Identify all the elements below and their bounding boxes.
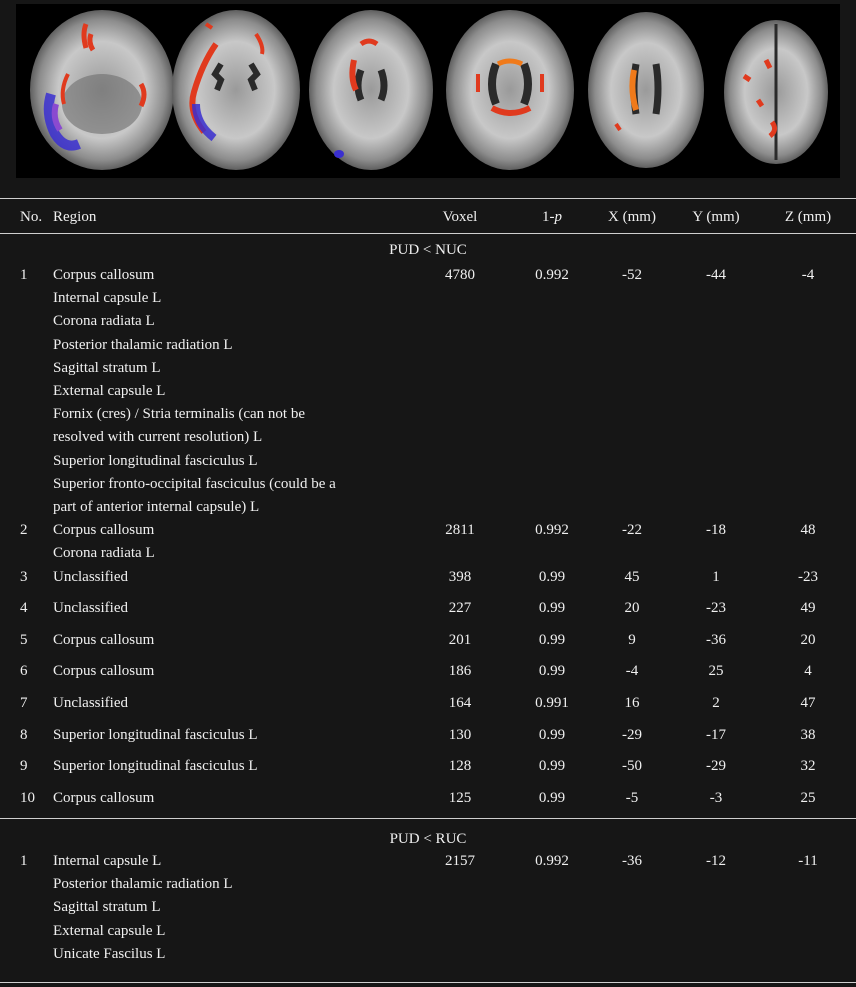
row-number: 3 [20, 569, 28, 585]
cell-x: -22 [622, 522, 642, 538]
region-name: Superior longitudinal fasciculus L [53, 727, 258, 743]
region-name: Unclassified [53, 600, 128, 616]
region-name: Unicate Fascilus L [53, 945, 166, 962]
cell-voxel: 201 [448, 632, 472, 648]
row-number: 1 [20, 853, 28, 869]
brain-slice-4 [446, 10, 574, 170]
region-name: Corpus callosum [53, 663, 155, 679]
cell-x: 16 [624, 695, 640, 711]
table-bottom-rule [0, 982, 856, 983]
cell-p: 0.99 [538, 600, 566, 616]
cell-voxel: 398 [448, 569, 472, 585]
brain-slice-1 [30, 10, 174, 170]
region-name: Superior longitudinal fasciculus L [53, 758, 258, 774]
cell-z: 32 [800, 758, 816, 774]
cell-y: -44 [706, 267, 726, 283]
header-x: X (mm) [608, 209, 656, 225]
row-number: 10 [20, 790, 35, 806]
cell-x: -4 [625, 663, 639, 679]
cell-z: -4 [801, 267, 815, 283]
region-name: Corpus callosum [53, 632, 155, 648]
region-name: Corpus callosum [53, 522, 155, 538]
region-name: Corona radiata L [53, 545, 155, 562]
region-name: Superior fronto-occipital fasciculus (could be a [53, 475, 336, 492]
cell-p: 0.992 [535, 267, 569, 283]
region-name: Fornix (cres) / Stria terminalis (can not be [53, 406, 306, 423]
cell-y: -23 [706, 600, 726, 616]
cell-y: -29 [706, 758, 726, 774]
region-name: Corpus callosum [53, 267, 155, 283]
region-name: External capsule L [53, 383, 166, 399]
cell-p: 0.992 [535, 853, 569, 869]
brain-slice-5 [588, 12, 704, 168]
brain-slice-6 [724, 20, 828, 164]
region-name: Internal capsule L [53, 290, 162, 307]
region-name: External capsule L [53, 922, 166, 939]
brain-slice-3 [309, 10, 433, 170]
header-no: No. [20, 209, 43, 225]
header-bottom-rule [0, 233, 856, 234]
cell-voxel: 128 [448, 758, 472, 774]
cell-voxel: 125 [448, 790, 472, 806]
cell-y: 25 [708, 663, 724, 679]
cell-z: -11 [798, 853, 818, 869]
axial-brain-slices [16, 4, 840, 178]
cell-z: 49 [800, 600, 816, 616]
region-name: Sagittal stratum L [53, 899, 161, 916]
cell-voxel: 2157 [445, 853, 475, 869]
group-title: PUD < NUC [389, 242, 467, 258]
region-name: Posterior thalamic radiation L [53, 336, 233, 353]
group-separator-rule [0, 818, 856, 819]
cell-voxel: 186 [448, 663, 472, 679]
row-number: 6 [20, 663, 28, 679]
row-number: 7 [20, 695, 28, 711]
cell-x: -50 [622, 758, 642, 774]
group-title: PUD < RUC [389, 831, 467, 847]
cell-x: 9 [628, 632, 636, 648]
row-number: 5 [20, 632, 28, 648]
cell-y: -12 [706, 853, 726, 869]
cell-x: -29 [622, 727, 642, 743]
cell-p: 0.99 [538, 790, 566, 806]
brain-slices-figure [16, 4, 840, 178]
cell-p: 0.99 [538, 758, 566, 774]
header-y: Y (mm) [692, 209, 740, 225]
region-name: Corona radiata L [53, 313, 155, 330]
cell-y: -3 [709, 790, 723, 806]
cell-z: -23 [798, 569, 818, 585]
cell-voxel: 2811 [445, 522, 475, 538]
row-number: 8 [20, 727, 28, 743]
cell-x: -52 [622, 267, 642, 283]
cell-y: -36 [706, 632, 726, 648]
cell-p: 0.99 [538, 632, 566, 648]
row-number: 4 [20, 600, 28, 616]
cell-z: 38 [800, 727, 816, 743]
region-name: part of anterior internal capsule) L [53, 499, 260, 515]
header-voxel: Voxel [442, 209, 478, 225]
cell-x: 45 [624, 569, 640, 585]
cell-y: -18 [706, 522, 726, 538]
brain-slice-2 [172, 10, 300, 170]
cell-voxel: 164 [448, 695, 472, 711]
cell-x: -36 [622, 853, 642, 869]
header-p: 1-p [542, 209, 562, 225]
region-name: Posterior thalamic radiation L [53, 876, 233, 893]
region-name: Corpus callosum [53, 790, 155, 806]
region-name: Unclassified [53, 569, 128, 585]
row-number: 2 [20, 522, 28, 538]
region-name: Sagittal stratum L [53, 359, 161, 376]
cell-z: 4 [804, 663, 812, 679]
cell-y: 2 [712, 695, 720, 711]
cell-p: 0.991 [535, 695, 569, 711]
header-region: Region [53, 209, 97, 225]
cell-y: 1 [712, 569, 720, 585]
cell-y: -17 [706, 727, 726, 743]
cell-p: 0.99 [538, 727, 566, 743]
cell-voxel: 4780 [445, 267, 475, 283]
cell-x: -5 [625, 790, 639, 806]
region-name: resolved with current resolution) L [53, 429, 263, 446]
cell-voxel: 227 [448, 600, 472, 616]
region-name: Internal capsule L [53, 853, 162, 869]
row-number: 1 [20, 267, 28, 283]
header-z: Z (mm) [784, 209, 832, 225]
cell-z: 25 [800, 790, 816, 806]
cell-p: 0.99 [538, 569, 566, 585]
cell-x: 20 [624, 600, 640, 616]
region-name: Superior longitudinal fasciculus L [53, 452, 258, 469]
table-top-rule [0, 198, 856, 199]
region-name: Unclassified [53, 695, 128, 711]
cell-voxel: 130 [448, 727, 472, 743]
row-number: 9 [20, 758, 28, 774]
cell-z: 47 [800, 695, 816, 711]
cell-z: 20 [800, 632, 816, 648]
cell-p: 0.992 [535, 522, 569, 538]
cell-p: 0.99 [538, 663, 566, 679]
cell-z: 48 [800, 522, 816, 538]
